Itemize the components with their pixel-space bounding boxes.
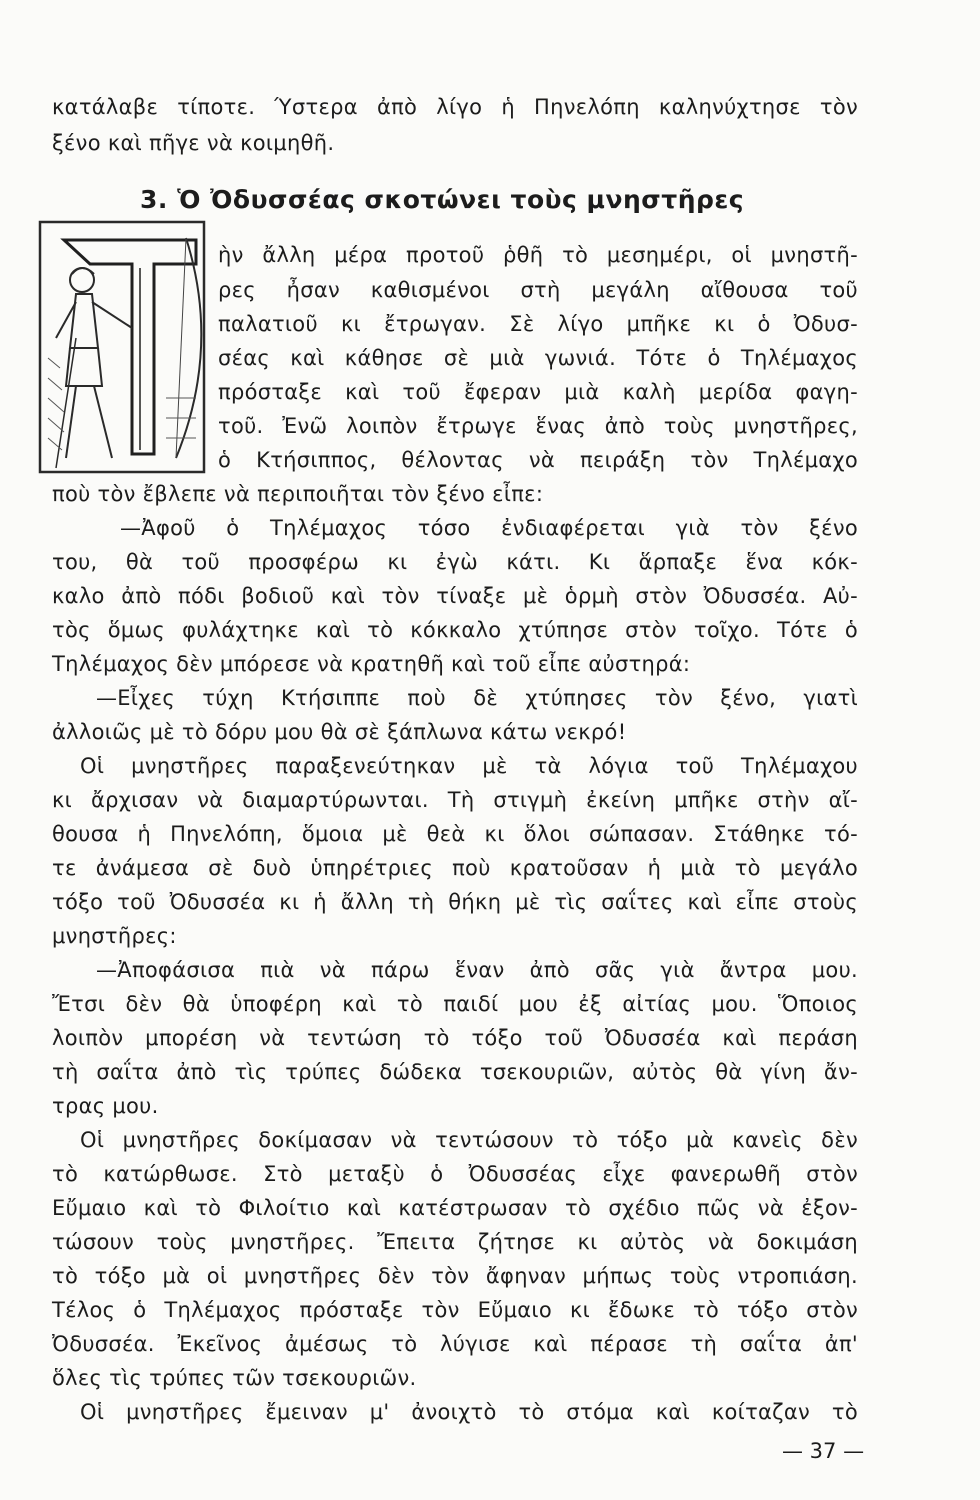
text-line: Ὀδυσσέα. Ἐκεῖνος ἀμέσως τὸ λύγισε καὶ πέρασε τὴ σαΐτα ἀπ' — [52, 1332, 858, 1356]
text-line: του, θὰ τοῦ προσφέρω κι ἐγὼ κάτι. Κι ἅρπαξε ἕνα κόκ- — [52, 550, 858, 574]
text-line: Εὔμαιο καὶ τὸ Φιλοίτιο καὶ κατέστρωσαν τὸ σχέδιο πῶς νὰ ἐξον- — [52, 1196, 858, 1220]
text-line: κατάλαβε τίποτε. Ύστερα ἀπὸ λίγο ἡ Πηνελόπη καληνύχτησε τὸν — [52, 95, 858, 119]
bow-shape — [176, 238, 201, 458]
text-line: τὸς ὅμως φυλάχτηκε καὶ τὸ κόκκαλο χτύπησε στὸν τοῖχο. Τότε ὁ — [52, 618, 858, 642]
text-line: ρες ἦσαν καθισμένοι στὴ μεγάλη αἴθουσα τοῦ — [218, 278, 858, 302]
text-line: —Ἀφοῦ ὁ Τηλέμαχος τόσο ἐνδιαφέρεται γιὰ τὸν ξένο — [120, 516, 858, 540]
text-line: τε ἀνάμεσα σὲ δυὸ ὑπηρέτριες ποὺ κρατοῦσαν ἡ μιὰ τὸ μεγάλο — [52, 856, 858, 880]
bow-string — [176, 238, 186, 458]
text-line: Οἱ μνηστῆρες ἔμειναν μ' ἀνοιχτὸ τὸ στόμα καὶ κοίταζαν τὸ — [80, 1400, 858, 1424]
text-line: μνηστῆρες: — [52, 924, 177, 948]
text-line: ὴν ἄλλη μέρα προτοῦ ῥθῆ τὸ μεσημέρι, οἱ μνηστῆ- — [218, 243, 858, 267]
text-line: ποὺ τὸν ἔβλεπε νὰ περιποιῆται τὸν ξένο εἶπε: — [52, 482, 544, 506]
text-line: —Ἀποφάσισα πιὰ νὰ πάρω ἕναν ἀπὸ σᾶς γιὰ ἄντρα μου. — [96, 958, 858, 982]
text-line: λοιπὸν μπορέση νὰ τεντώση τὸ τόξο τοῦ Ὀδυσσέα καὶ περάση — [52, 1026, 858, 1050]
text-line: κι ἄρχισαν νὰ διαμαρτύρωνται. Τὴ στιγμὴ ἐκείνη μπῆκε στὴν αἴ- — [52, 788, 858, 812]
text-line: Τηλέμαχος δὲν μπόρεσε νὰ κρατηθῆ καὶ τοῦ εἶπε αὐστηρά: — [52, 652, 691, 676]
text-line: ξένο καὶ πῆγε νὰ κοιμηθῆ. — [52, 131, 335, 155]
text-line: ὁ Κτήσιππος, θέλοντας νὰ πειράξη τὸν Τηλέμαχο — [218, 448, 858, 472]
text-line: τώσουν τοὺς μνηστῆρες. Ἔπειτα ζήτησε κι αὐτὸς νὰ δοκιμάση — [52, 1230, 858, 1254]
drop-cap-illustration — [36, 218, 208, 476]
text-line: Οἱ μνηστῆρες παραξενεύτηκαν μὲ τὰ λόγια τοῦ Τηλέμαχου — [80, 754, 858, 778]
text-line: Οἱ μνηστῆρες δοκίμασαν νὰ τεντώσουν τὸ τόξο μὰ κανεὶς δὲν — [80, 1128, 858, 1152]
text-line: ὅλες τὶς τρύπες τῶν τσεκουριῶν. — [52, 1366, 417, 1390]
text-line: τοῦ. Ἐνῶ λοιπὸν ἔτρωγε ἕνας ἀπὸ τοὺς μνηστῆρες, — [218, 414, 858, 438]
archer-arm — [92, 302, 132, 328]
text-line: τρας μου. — [52, 1094, 159, 1118]
text-line: τὴ σαΐτα ἀπὸ τὶς τρύπες δώδεκα τσεκουριῶν, αὐτὸς θὰ γίνη ἄν- — [52, 1060, 858, 1084]
text-line: τὸ τόξο μὰ οἱ μνηστῆρες δὲν τὸν ἄφηναν μήπως τοὺς ντροπιάση. — [52, 1264, 858, 1288]
text-line: σέας καὶ κάθησε σὲ μιὰ γωνιά. Τότε ὁ Τηλέμαχος — [218, 346, 858, 370]
page-number: — 37 — — [782, 1439, 865, 1463]
text-line: Τέλος ὁ Τηλέμαχος πρόσταξε τὸν Εὔμαιο κι ἔδωκε τὸ τόξο στὸν — [52, 1298, 858, 1322]
section-heading: 3. Ὁ Ὀδυσσέας σκοτώνει τοὺς μνηστῆρες — [140, 185, 745, 214]
text-line: Ἔτσι δὲν θὰ ὑποφέρη καὶ τὸ παιδί μου ἐξ αἰτίας μου. Ὅποιος — [52, 992, 858, 1016]
text-line: —Εἶχες τύχη Κτήσιππε ποὺ δὲ χτύπησες τὸν ξένο, γιατὶ — [96, 686, 858, 710]
text-line: πρόσταξε καὶ τοῦ ἔφεραν μιὰ καλὴ μερίδα φαγη- — [218, 380, 858, 404]
text-line: τόξο τοῦ Ὀδυσσέα κι ἡ ἄλλη τὴ θήκη μὲ τὶς σαΐτες καὶ εἶπε στοὺς — [52, 890, 858, 914]
text-line: θουσα ἡ Πηνελόπη, ὅμοια μὲ θεὰ κι ὅλοι σώπασαν. Στάθηκε τό- — [52, 822, 858, 846]
text-line: τὸ κατώρθωσε. Στὸ μεταξὺ ὁ Ὀδυσσέας εἶχε φανερωθῆ στὸν — [52, 1162, 858, 1186]
text-line: παλατιοῦ κι ἔτρωγαν. Σὲ λίγο μπῆκε κι ὁ Ὀδυσ- — [218, 312, 858, 336]
text-line: ἀλλοιῶς μὲ τὸ δόρυ μου θὰ σὲ ξάπλωνα κάτω νεκρό! — [52, 720, 627, 744]
text-line: καλο ἀπὸ πόδι βοδιοῦ καὶ τὸν τίναξε μὲ ὁρμὴ στὸν Ὀδυσσέα. Αὐ- — [52, 584, 858, 608]
